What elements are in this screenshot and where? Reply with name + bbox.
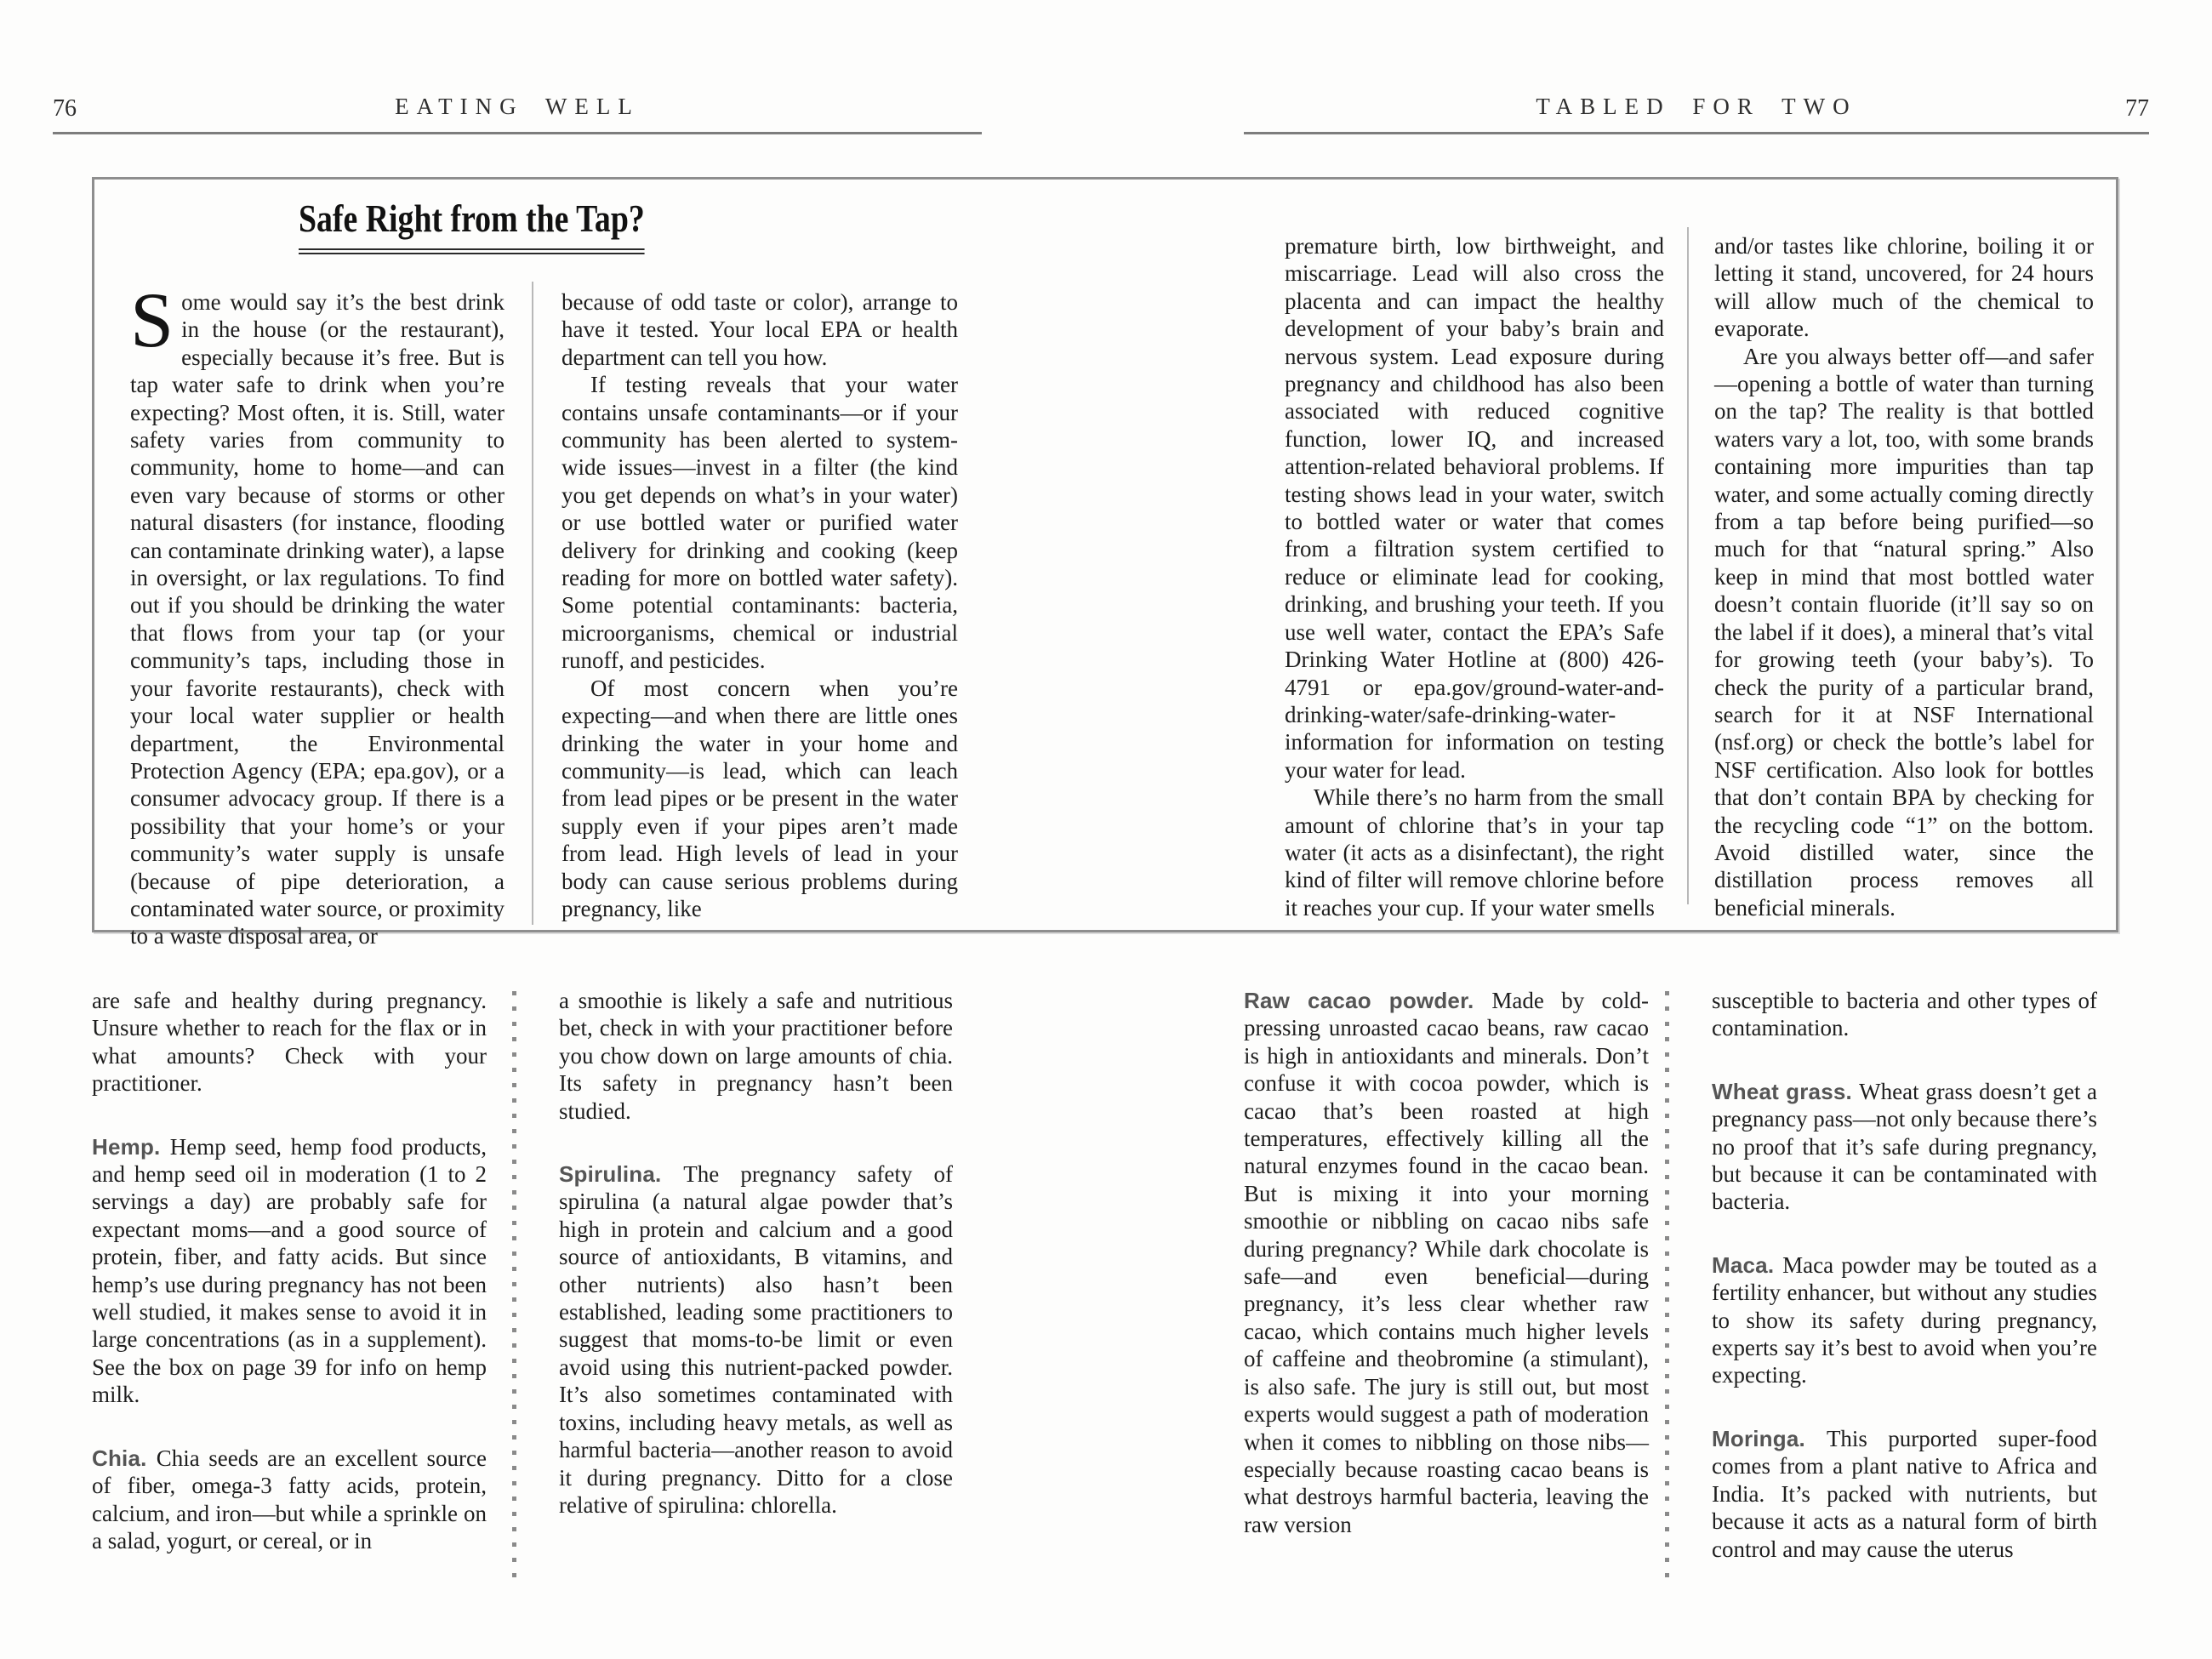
paragraph-lead: Spirulina. bbox=[559, 1161, 684, 1188]
running-head-right: TABLED FOR TWO bbox=[1536, 94, 1857, 119]
text-column-4 bbox=[1712, 987, 2097, 1563]
text-column-3 bbox=[1244, 987, 1649, 1538]
paragraph: and/or tastes like chlorine, boiling it or letting it stand, uncovered, for 24 hours will allow much of the chemical to evaporate. bbox=[1714, 233, 2094, 342]
dotted-column-rule-left bbox=[512, 991, 516, 1580]
paragraph: Chia. Chia seeds are an excellent source of fiber, omega-3 fatty acids, protein, calcium, and iron—but while a sprinkle on a salad, yogurt, or cereal, or in bbox=[92, 1445, 487, 1554]
paragraph: premature birth, low birthweight, and miscarriage. Lead will also cross the placenta and can impact the healthy development of your baby’s brain and nervous system. Lead exposure during pregnancy and childhood has also been associated with reduced cognitive function, lower IQ, and increased attention-related behavioral problems. If testing shows lead in your water, switch to bottled water or water that comes from a filtration system certified to reduce or eliminate lead for cooking, drinking, and brushing your teeth. If you use well water, contact the EPA’s Safe Drinking Water Hotline at (800) 426-4791 or epa.gov/ground-water-and-drinking-water/safe-drinking-water-information for information on testing your water for lead. bbox=[1285, 233, 1664, 783]
paragraph: Maca. Maca powder may be touted as a fertility enhancer, but without any studies to show its safety during pregnancy, experts say it’s best to avoid when you’re expecting. bbox=[1712, 1251, 2097, 1388]
page-number-right: 77 bbox=[2125, 95, 2149, 122]
box-column-rule-right bbox=[1687, 227, 1689, 904]
paragraph: Wheat grass. Wheat grass doesn’t get a pregnancy pass—not only because there’s no proof that it’s safe during pregnancy, but because it can be contaminated with bacteria. bbox=[1712, 1078, 2097, 1215]
box-column-1 bbox=[130, 276, 505, 950]
box-column-3 bbox=[1285, 232, 1664, 921]
paragraph-lead: Moringa. bbox=[1712, 1425, 1827, 1451]
drop-cap: S bbox=[130, 276, 174, 363]
paragraph: Hemp. Hemp seed, hemp food products, and hemp seed oil in moderation (1 to 2 servings a day) are probably safe for expectant moms—and a good source of protein, fiber, and fatty acids. But since hemp’s use during pregnancy has not been well studied, it makes sense to avoid it in large concentrations (as in a supplement). See the box on page 39 for info on hemp milk. bbox=[92, 1133, 487, 1408]
paragraph-lead: Maca. bbox=[1712, 1251, 1783, 1278]
paragraph: a smoothie is likely a safe and nutritious bet, check in with your practitioner before you chow down on large amounts of chia. Its safety in pregnancy hasn’t been studied. bbox=[559, 988, 953, 1124]
paragraph: susceptible to bacteria and other types of contamination. bbox=[1712, 988, 2097, 1041]
paragraph: Spirulina. The pregnancy safety of spirulina (a natural algae powder that’s high in protein and calcium and a good source of antioxidants, B vitamins, and other nutrients) also hasn’t been established, leading some practitioners to suggest that moms-to-be limit or even avoid using this nutrient-packed powder. It’s also sometimes contaminated with toxins, including heavy metals, as well as harmful bacteria—another reason to avoid it during pregnancy. Ditto for a close relative of spirulina: chlorella. bbox=[559, 1161, 953, 1518]
text-column-2 bbox=[559, 987, 953, 1519]
paragraph: If testing reveals that your water contains unsafe contaminants—or if your community has been alerted to system-wide issues—invest in a filter (the kind you get depends on what’s in your water) or use bottled water or purified water delivery for drinking and cooking (keep reading for more on bottled water safety). Some potential contaminants: bacteria, microorganisms, chemical or industrial runoff, and pesticides. bbox=[562, 372, 958, 674]
box-title: Safe Right from the Tap? bbox=[299, 198, 645, 254]
paragraph: Moringa. This purported super-food comes from a plant native to Africa and India. It’s packed with nutrients, but because it acts as a natural form of birth control and may cause the uterus bbox=[1712, 1425, 2097, 1562]
paragraph: Some would say it’s the best drink in the house (or the restaurant), especially because it’s free. But is tap water safe to drink when you’re expecting? Most often, it is. Still, water safety varies from community to community, home to home—and can even vary because of storms or other natural disasters (for instance, flooding can contaminate drinking water), a lapse in oversight, or lax regulations. To find out if you should be drinking the water that flows from your tap (or your community’s taps, including those in your favorite restaurants), check with your local water supplier or health department, the Environmental Protection Agency (EPA; epa.gov), or a consumer advocacy group. If there is a possibility that your home’s or your community’s water supply is unsafe (because of pipe deterioration, a contaminated water source, or proximity to a waste disposal area, or bbox=[130, 276, 505, 949]
paragraph: because of odd taste or color), arrange to have it tested. Your local EPA or health department can tell you how. bbox=[562, 289, 958, 370]
running-head-left: EATING WELL bbox=[395, 94, 640, 119]
paragraph-lead: Wheat grass. bbox=[1712, 1078, 1860, 1104]
paragraph-lead: Hemp. bbox=[92, 1133, 170, 1160]
header-rule-left bbox=[53, 132, 982, 134]
paragraph: Of most concern when you’re expecting—and when there are little ones drinking the water in your home and community—is lead, which can leach from lead pipes or be present in the water supply even if your pipes aren’t made from lead. High levels of lead in your body can cause serious problems during pregnancy, like bbox=[562, 675, 958, 921]
header-rule-right bbox=[1244, 132, 2149, 134]
page-number-left: 76 bbox=[53, 95, 77, 122]
paragraph: Are you always better off—and safer—opening a bottle of water than turning on the tap? The reality is that bottled waters vary a lot, too, with some brands containing more impurities than tap water, and some actually coming directly from a tap before being purified—so much for that “natural spring.” Also keep in mind that most bottled water doesn’t contain fluoride (it’ll say so on the label if it does), a mineral that’s vital for growing teeth (your baby’s). To check the purity of a particular brand, search for it at NSF International (nsf.org) or check the bottle’s label for NSF certification. Also look for bottles that don’t contain BPA by checking for the recycling code “1” on the bottom. Avoid distilled water, since the distillation process removes all beneficial minerals. bbox=[1714, 343, 2094, 921]
dotted-column-rule-right bbox=[1665, 991, 1669, 1580]
box-column-2 bbox=[562, 288, 958, 922]
text-column-1 bbox=[92, 987, 487, 1554]
paragraph-lead: Raw cacao powder. bbox=[1244, 988, 1492, 1013]
box-column-4 bbox=[1714, 232, 2094, 921]
callout-box bbox=[92, 177, 2118, 949]
box-column-rule-left bbox=[532, 282, 533, 925]
paragraph: are safe and healthy during pregnancy. Unsure whether to reach for the flax or in what amounts? Check with your practitioner. bbox=[92, 988, 487, 1097]
paragraph: While there’s no harm from the small amount of chlorine that’s in your tap water (it acts as a disinfectant), the right kind of filter will remove chlorine before it reaches your cup. If your water smells bbox=[1285, 784, 1664, 921]
paragraph: Raw cacao powder. Made by cold-pressing unroasted cacao beans, raw cacao is high in antioxidants and minerals. Don’t confuse it with cocoa powder, which is cacao that’s been roasted at high temperatures, effectively killing all the natural enzymes found in the cacao bean. But is mixing it into your morning smoothie or nibbling on cacao nibs safe during pregnancy? While dark chocolate is safe—and even beneficial—during pregnancy, it’s less clear whether raw cacao, which contains much higher levels of caffeine and theobromine (a stimulant), is also safe. The jury is still out, but most experts would suggest a path of moderation when it comes to nibbling on those nibs—especially because roasting cacao beans is what destroys harmful bacteria, leaving the raw version bbox=[1244, 988, 1649, 1537]
paragraph-lead: Chia. bbox=[92, 1445, 157, 1471]
